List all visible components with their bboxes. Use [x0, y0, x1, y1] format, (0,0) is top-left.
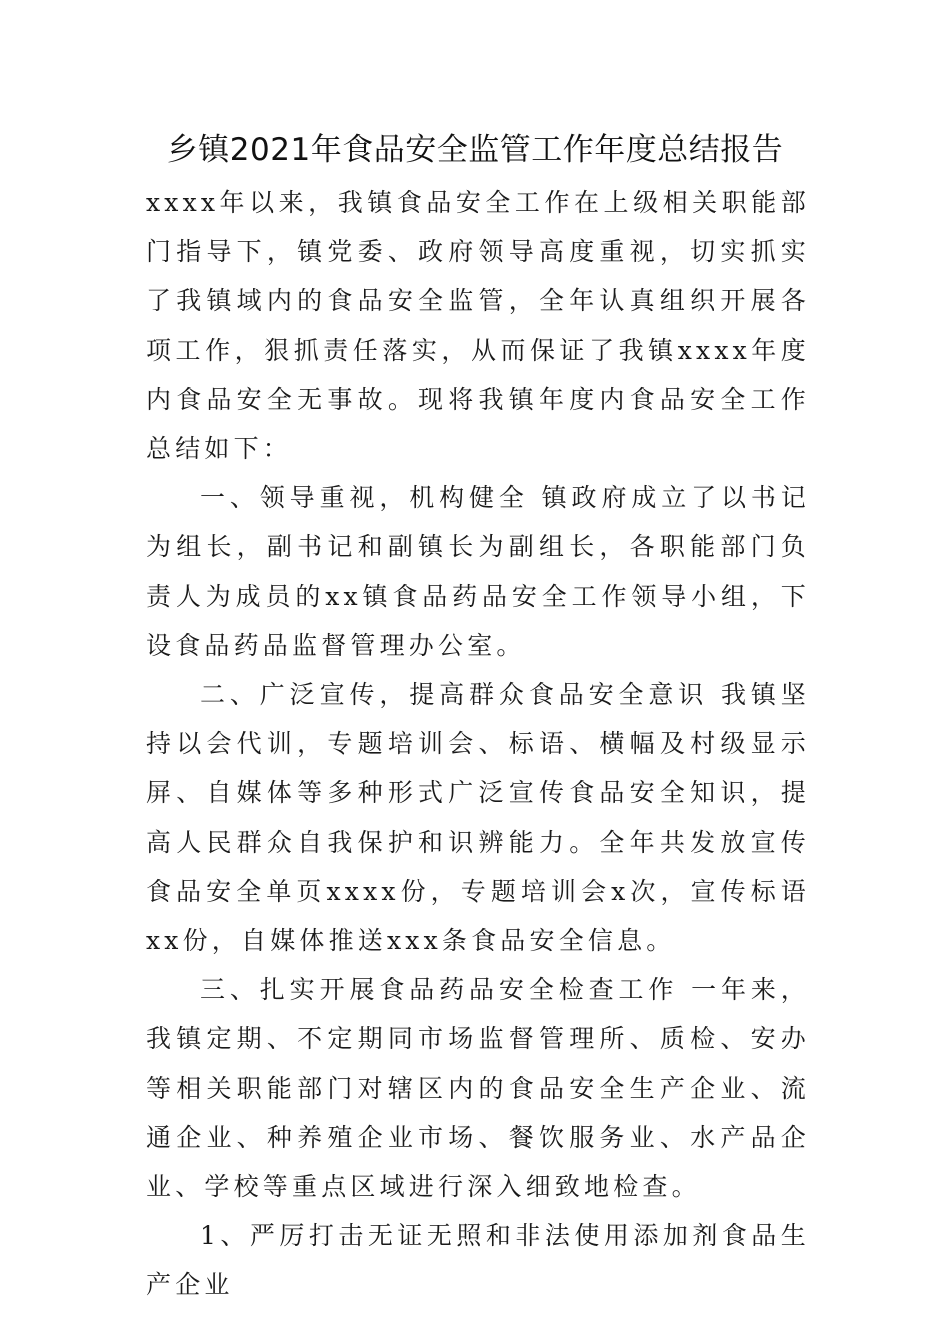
- document-body: [146, 178, 810, 1310]
- paragraph-item-1: 1、严厉打击无证无照和非法使用添加剂食品生产企业: [146, 1221, 810, 1300]
- paragraph-section-3: 三、扎实开展食品药品安全检查工作 一年来，我镇定期、不定期同市场监督管理所、质检、安办等相关职能部门对辖区内的食品安全生产企业、流通企业、种养殖企业市场、餐饮服务业、水产品企业、学校等重点区域进行深入细致地检查。: [146, 975, 810, 1202]
- paragraph-section-2: 二、广泛宣传，提高群众食品安全意识 我镇坚持以会代训，专题培训会、标语、横幅及村级显示屏、自媒体等多种形式广泛宣传食品安全知识，提高人民群众自我保护和识辨能力。全年共发放宣传食品安全单页xxxx份，专题培训会x次，宣传标语xx份，自媒体推送xxx条食品安全信息。: [146, 680, 810, 956]
- document-title: 乡镇2021年食品安全监管工作年度总结报告: [166, 132, 784, 168]
- paragraph-intro: xxxx年以来，我镇食品安全工作在上级相关职能部门指导下，镇党委、政府领导高度重视，切实抓实了我镇域内的食品安全监管，全年认真组织开展各项工作，狠抓责任落实，从而保证了我镇xxxx年度内食品安全无事故。现将我镇年度内食品安全工作总结如下：: [146, 188, 810, 464]
- paragraph-section-1: 一、领导重视，机构健全 镇政府成立了以书记为组长，副书记和副镇长为副组长，各职能部门负责人为成员的xx镇食品药品安全工作领导小组，下设食品药品监督管理办公室。: [146, 483, 810, 660]
